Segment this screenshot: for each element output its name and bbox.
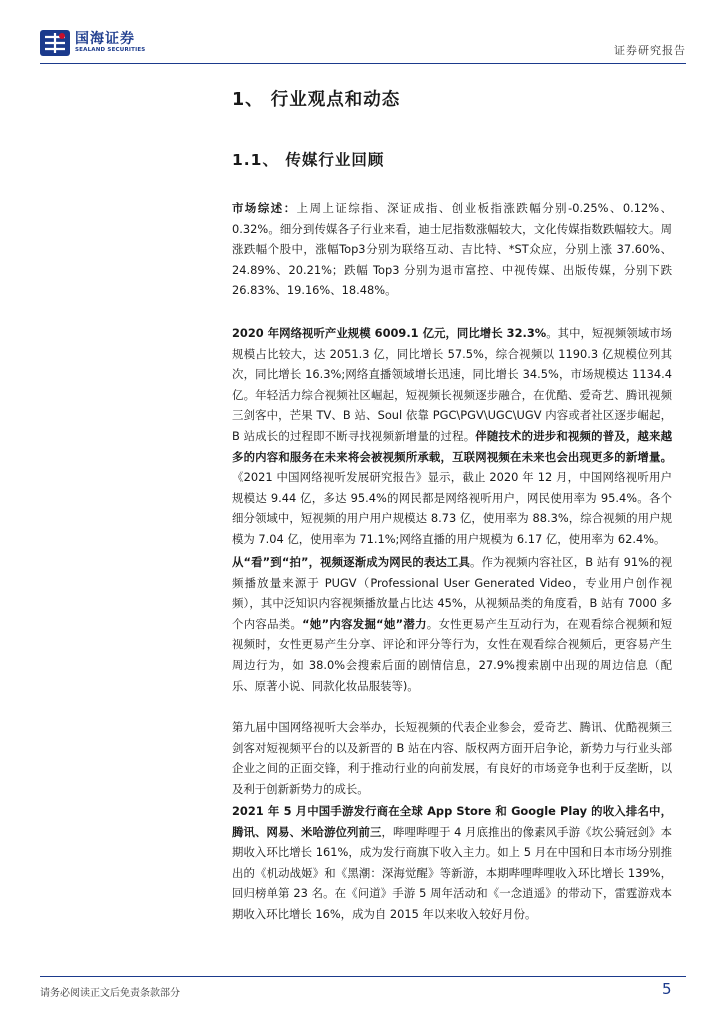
- paragraph-text: 上周上证综指、深证成指、创业板指涨跌幅分别-0.25%、0.12%、0.32%。细分到传媒各子行业来看，迪士尼指数涨幅较大，文化传媒指数跌幅较大。周涨跌幅个股中，涨幅Top3分别为联络互动、吉比特、*ST众应，分别上涨 37.60%、24.89%、20.21%；跌幅 Top3 分别为退市富控、中视传媒、出版传媒，分别下跌 26.83%、19.16%、18.48%。: [232, 201, 672, 298]
- paragraph-text: 。其中，短视频领域市场规模占比较大，达 2051.3 亿，同比增长 57.5%，综合视频以 1190.3 亿规模位列其次，同比增长 16.3%;网络直播领域增长迅速，同比增长 34.5%，市场规模达 1134.4 亿。年轻活力综合视频社区崛起，短视频长视频逐步融合，在优酷、爱奇艺、腾讯视频三剑客中，芒果 TV、B 站、Soul 依靠 PGC\PGV\UGC\UGV 内容或者社区逐步崛起，B 站成长的过程即不断寻找视频新增量的过程。: [232, 326, 672, 443]
- header-divider: [40, 63, 686, 64]
- report-type-label: 证券研究报告: [614, 44, 686, 57]
- company-logo: [40, 30, 145, 56]
- paragraph-market-summary: [232, 198, 672, 301]
- footer-divider: [40, 976, 686, 977]
- paragraph-lead: 市场综述：: [232, 201, 297, 215]
- sealand-logo-icon: [40, 30, 70, 56]
- paragraph-online-av-industry: [232, 323, 672, 550]
- paragraph-highlight: “她”内容发掘“她”潜力: [302, 616, 427, 631]
- page-number: 5: [662, 980, 672, 998]
- paragraph-lead: 2020 年网络视听产业规模 6009.1 亿元，同比增长 32.3%: [232, 326, 547, 340]
- paragraph-lead: 2021 年 5 月中国手游发行商在全球 App Store 和 Google Play 的收入排名中，腾讯、网易、米哈游位列前三: [232, 804, 672, 839]
- page-header: [40, 28, 686, 64]
- paragraph-mobile-games: [232, 801, 672, 925]
- paragraph-text: ，哔哩哔哩于 4 月底推出的像素风手游《坎公骑冠剑》本期收入环比增长 161%，成为发行商旗下收入主力。如上 5 月在中国和日本市场分别推出的《机动战姬》和《黑潮：深海觉醒》等新游，本期哔哩哔哩收入环比增长 139%，回归榜单第 23 名。在《问道》手游 5 周年活动和《一念逍遥》的带动下，雷霆游戏本期收入环比增长 16%，成为自 2015 年以来收入较好月份。: [232, 824, 672, 921]
- subsection-heading: 1.1、 传媒行业回顾: [232, 151, 385, 169]
- paragraph-highlight: 伴随技术的进步和视频的普及，越来越多的内容和服务在未来将会被视频所承载，互联网视频在未来也会出现更多的新增量。: [232, 428, 672, 464]
- section-heading: 1、 行业观点和动态: [232, 90, 401, 110]
- paragraph-lead: 从“看”到“拍”，视频逐渐成为网民的表达工具: [232, 555, 470, 569]
- paragraph-text: 。女性更易产生互动行为，在观看综合视频和短视频时，女性更易产生分享、评论和评分等行为，女性在观看综合视频后，更容易产生周边行为，如 38.0%会搜索后面的剧情信息，27.9%搜索剧中出现的周边信息（配乐、原著小说、同款化妆品服装等)。: [232, 616, 672, 693]
- logo-name-en: SEALAND SECURITIES: [75, 47, 146, 54]
- paragraph-video-expression: [232, 552, 672, 696]
- paragraph-text: 《2021 中国网络视听发展研究报告》显示，截止 2020 年 12 月，中国网络视听用户规模达 9.44 亿，多达 95.4%的网民都是网络视听用户，网民使用率为 95.4%。各个细分领域中，短视频的用户用户规模达 8.73 亿，使用率为 88.3%，综合视频的用户规模为 7.04 亿，使用率为 71.1%;网络直播的用户规模为 6.17 亿，使用率为 62.4%。: [232, 470, 672, 546]
- paragraph-text: 。作为视频内容社区，B 站有 91%的视频播放量来源于 PUGV（Professional User Generated Video，专业用户创作视频），其中泛知识内容视频播放量占比达 45%，从视频品类的角度看，B 站有 7000 多个内容品类。: [232, 555, 673, 631]
- logo-name-cn: 国海证券: [75, 31, 135, 48]
- disclaimer-note: 请务必阅读正文后免责条款部分: [40, 988, 180, 999]
- paragraph-text: 第九届中国网络视听大会举办，长短视频的代表企业参会，爱奇艺、腾讯、优酷视频三剑客对短视频平台的以及新晋的 B 站在内容、版权两方面开启争论，新势力与行业头部企业之间的正面交锋，利于推动行业的向前发展，有良好的市场竞争也利于反垄断，以及利于创新新势力的成长。: [232, 720, 672, 796]
- paragraph-conference: [232, 717, 672, 799]
